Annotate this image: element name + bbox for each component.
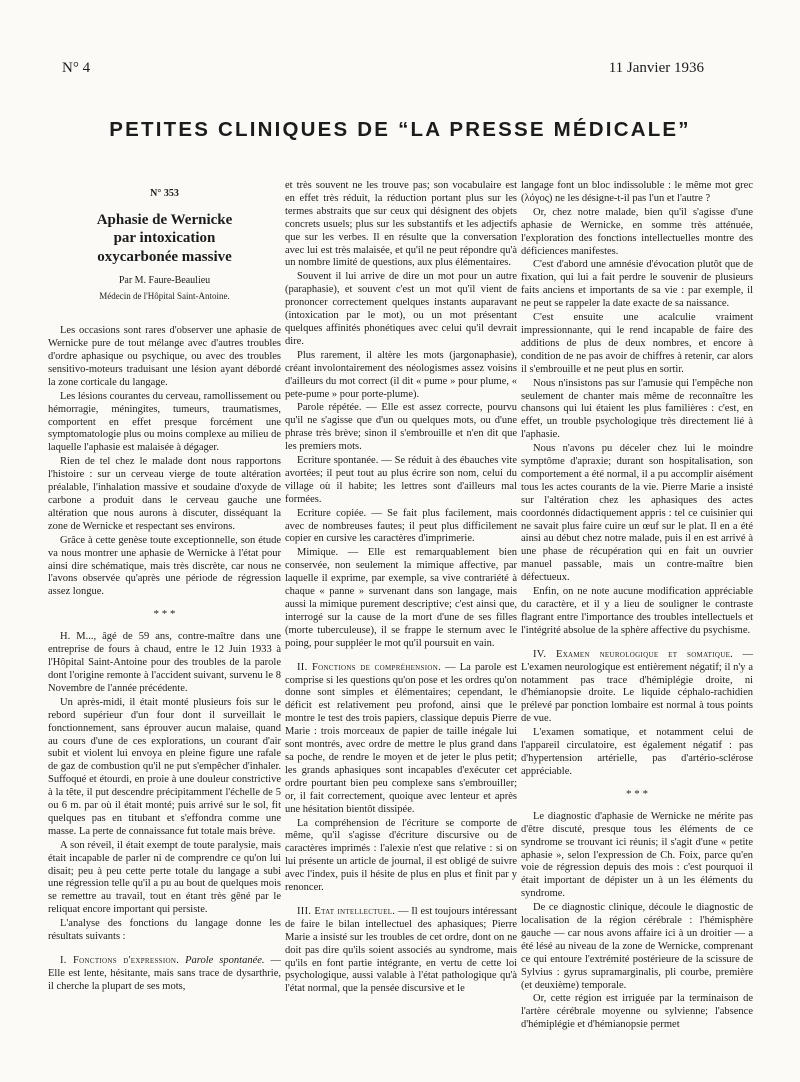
section-1-subheading: Parole spontanée. [185,955,265,966]
article-title-line: par intoxication [113,230,216,247]
paragraph: Or, cette région est irriguée par la terminaison de l'artère cérébrale moyenne ou sylvienne; l'absence d'hémiplégie et d'hémianopsie permet [521,993,753,1031]
author-affiliation: Médecin de l'Hôpital Saint-Antoine. [99,291,230,302]
section-separator-stars: * * * [153,608,176,621]
paragraph: Un après-midi, il était monté plusieurs fois sur le rebord supérieur d'un four dont il surveillait le fonctionnement, sans éprouver aucun malaise, quand au cours d'une de ces explorations, un courant d'air subit et violent lui envoya en pleine figure une rafale de gaz de combustion qu'il ne put s'empêcher d'inhaler. Suffoqué et étourdi, en proie à une douleur constrictive à la tête, il put descendre précipitamment l'échelle de 5 ou 6 m. par où il était monté; puis arrivé sur le sol, fit quelques pas en titubant et s'effondra comme une masse. La perte de connaissance fut totale mais brève. [48,696,281,837]
masthead-title: PETITES CLINIQUES DE “LA PRESSE MÉDICALE” [109,118,691,141]
paragraph: L'analyse des fonctions du langage donne les résultats suivants : [48,918,281,943]
paragraph: Ecriture spontanée. — Se réduit à des ébauches vite avortées; il peut tout au plus écrire son nom, celui du village où il habite; les lettres sont d'ailleurs mal formées. [285,455,517,505]
column-1 [48,180,281,1060]
paragraph: Nous n'avons pu déceler chez lui le moindre symptôme d'apraxie; durant son hospitalisation, son comportement a été normal, il a pu accomplir aisément tous les actes courants de la vie. Pierre Marie a insisté sur l'altération chez les aphasiques des actes coordonnés didactiquement appris : tel ce cuisinier qui ne savait plus faire cuire un œuf sur le plat. Il en a été ainsi au début chez notre malade, puis il en est arrivé à une phase de récupération qui en fait un ouvrier manuel passable, mais un contre-maître bien défectueux. [521,443,753,584]
paragraph: H. M..., âgé de 59 ans, contre-maître dans une entreprise de fours à chaud, entre le 12 Juin 1933 à l'Hôpital Saint-Antoine pour des troubles de la parole dont l'origine remonte à l'accident suivant, survenu le 8 Novembre de l'année précédente. [48,631,281,694]
section-3-paragraph [285,906,517,996]
paragraph: Souvent il lui arrive de dire un mot pour un autre (paraphasie), et souvent c'est un mot qu'il vient de prononcer correctement quelques instants auparavant (intoxication par le mot), ou un mot présentant quelques affinités phonétiques avec celui qu'il devrait dire. [285,271,517,347]
paragraph: C'est ensuite une acalculie vraiment impressionnante, qui le rend incapable de faire des additions de plus de deux nombres, et encore à condition de ne pas avoir de chiffres à retenir, car alors il s'embrouille et ne peut plus en sortir. [521,312,753,375]
section-1-text: — Elle est lente, hésitante, mais sans trace de dysarthrie, il cherche la plupart de ses mots, [48,955,281,992]
column-3 [521,180,753,1060]
article-title-line: Aphasie de Wernicke [96,211,233,228]
paragraph: Les occasions sont rares d'observer une aphasie de Wernicke pure de tout mélange avec d'autres troubles d'ordre aphasique ou psychique, ou avec des troubles sensitivo-moteurs traduisant une lésion ayant débordé la zone corticale du langage. [48,325,281,388]
paragraph: A son réveil, il était exempt de toute paralysie, mais était incapable de parler ni de comprendre ce qu'on lui disait; peu à peu cette perte totale du langage a subi une régression telle qu'il a pu au bout de quelques mois se remettre au travail, tout en étant très gêné par le reliquat encore important qui persiste. [48,839,281,916]
section-2-heading: II. Fonctions de compréhension. [297,661,441,673]
section-1-heading: I. Fonctions d'expression. [60,955,180,966]
section-4-text: — L'examen neurologique est entièrement négatif; il n'y a notamment pas trace d'hémiplégie droite, ni d'hémianopsie droite. Le liquide céphalo-rachidien prélevé par ponction lombaire est normal à tous points de vue. [521,648,753,725]
paragraph: De ce diagnostic clinique, découle le diagnostic de localisation de la région cérébrale : l'hémisphère gauche — car nous avons affaire ici à un droitier — a été lésé au niveau de la zone de Wernicke, comprenant ce qui entoure l'extrémité postérieure de la scissure de Sylvius : gyrus supramarginalis, pli courbe, première (et deuxième) temporale. [521,902,753,991]
paragraph: Les lésions courantes du cerveau, ramollissement ou hémorragie, méningites, tumeurs, traumatismes, comportent en effet presque forcément une symptomatologie plus ou moins complexe au milieu de laquelle l'aphasie est malaisée à dégager. [48,390,281,454]
issue-date: 11 Janvier 1936 [608,60,704,76]
article-title-line: oxycarbonée massive [97,248,232,265]
article-title [48,211,281,267]
column-2 [285,180,517,1060]
issue-number: N° 4 [62,60,91,76]
paragraph: La compréhension de l'écriture se comporte de même, qu'il s'agisse d'écriture discursive ou de caractères imprimés : l'alexie n'est que relative : si on lui présente un article de journal, il est obligé de suivre avec l'index, puis il hésite de plus en plus et finit par y renoncer. [285,817,517,894]
paragraph: L'examen somatique, et notamment celui de l'appareil circulatoire, est également négatif : pas d'hypertension artérielle, pas d'artério-sclérose appréciable. [521,727,753,777]
paragraph: Or, chez notre malade, bien qu'il s'agisse d'une aphasie de Wernicke, en somme très atténuée, l'exploration des fonctions intellectuelles montre des déficiences manifestes. [521,206,753,257]
section-2-paragraph [285,662,517,817]
paragraph: langage font un bloc indissoluble : le même mot grec (λόγος) ne les désigne-t-il pas l'un et l'autre ? [521,180,753,204]
section-3-text: — Il est toujours intéressant de faire le bilan intellectuel des aphasiques; Pierre Marie a insisté sur les troubles de cet ordre, dont on ne doit pas dire qu'ils soient associés au syndrome, mais qu'ils en font partie intégrante, en vertu de cette loi psychologique, aussi valable à l'état pathologique qu'à l'état normal, que la pensée discursive et le [285,905,517,995]
section-1-paragraph [48,955,281,994]
paragraph: Plus rarement, il altère les mots (jargonaphasie), créant involontairement des néologismes assez voisins d'ailleurs du mot correct (il dit « pume » pour plume, « pete-pume » pour porte-plume). [285,349,517,400]
paragraph: C'est d'abord une amnésie d'évocation plutôt que de fixation, qui lui a fait perdre le souvenir de plusieurs faits anciens et importants de sa vie : par exemple, il ne peut se rappeler la date exacte de sa naissance. [521,259,753,310]
paragraph: Nous n'insistons pas sur l'amusie qui l'empêche non seulement de chanter mais même de reconnaître les chansons qui lui étaient les plus familières : c'est, en effet, un trouble psychologique très directement lié à l'aphasie. [521,377,753,441]
paragraph: et très souvent ne les trouve pas; son vocabulaire est en effet très réduit, la réduction portant plus sur les termes abstraits que sur ceux qui désignent des objets concrets usuels; plus sur les substantifs et les adjectifs que sur les verbes. Il en résulte que la conversation avec lui est très malaisée, et qu'il ne peut répondre qu'à un nombre limité de questions, aux plus élémentaires. [285,180,517,269]
paragraph: Enfin, on ne note aucune modification appréciable du caractère, et il y a lieu de souligner le contraste flagrant entre l'importance des troubles intellectuels et l'intégrité absolue de la sphère affective du psychisme. [521,586,753,636]
paragraph: Le diagnostic d'aphasie de Wernicke ne mérite pas d'être discuté, presque tous les éléments de ce syndrome se trouvant ici réunis; il s'agit d'une « petite aphasie », selon l'expression de Ch. Foix, parce qu'en voie de régression depuis des mois : c'est pourquoi il était important de dépister un à un les éléments du syndrome. [521,810,753,900]
section-4-paragraph [521,649,753,726]
paragraph: Grâce à cette genèse toute exceptionnelle, son étude va nous montrer une aphasie de Wernicke à l'état pour ainsi dire schématique, mais très discrète, car nous ne l'avons observée qu'après une période de régression assez longue. [48,534,281,598]
section-4-heading: IV. Examen neurologique et somatique. [533,648,734,660]
section-2-text: — La parole est comprise si les questions qu'on pose et les ordres qu'on donne sont simples et élémentaires; cependant, le déficit est relativement peu profond, ainsi que le montre le test des trois papiers, classique depuis Pierre Marie : trois morceaux de papier de taille inégale lui sont montrés, avec ordre de mettre le plus grand dans sa poche, de rendre le moyen et de jeter le plus petit; les grands aphasiques sont incapables d'exécuter cet ordre pourtant bien peu complexe sans s'embrouiller; or, il fait correctement, quoique avec lenteur et après une hésitation bientôt dissipée. [285,661,517,815]
section-separator-stars: * * * [626,787,648,800]
paragraph: Parole répétée. — Elle est assez correcte, pourvu qu'il ne s'agisse que d'un ou quelques mots, ou d'une phrase très brève; sinon il s'embrouille et n'en dit que les premiers mots. [285,402,517,453]
paragraph: Mimique. — Elle est remarquablement bien conservée, non seulement la mimique affective, par laquelle il exprime, par exemple, sa vive contrariété à chaque « panne » survenant dans son langage, mais aussi la mimique purement descriptive; c'est ainsi que, interrogé sur la cause de la mort d'une de ses filles (morte tuberculeuse), il se frappe le sternum avec le poing, pour suppléer le mot qu'il poursuit en vain. [285,547,517,649]
section-3-heading: III. Etat intellectuel. [297,905,396,917]
paragraph: Ecriture copiée. — Se fait plus facilement, mais avec de nombreuses fautes; il peut plus difficilement copier en cursive les caractères d'imprimerie. [285,507,517,545]
author: Par M. Faure-Beaulieu [118,275,211,287]
article-number: N° 353 [150,188,179,199]
paragraph: Rien de tel chez le malade dont nous rapportons l'histoire : sur un cerveau vierge de toute altération préalable, l'inhalation massive et soudaine d'oxyde de carbone a produit dans le cerveau gauche une altération que nous aurons à discuter, disséquant la zone de Wernicke et respectant ses environs. [48,456,281,532]
